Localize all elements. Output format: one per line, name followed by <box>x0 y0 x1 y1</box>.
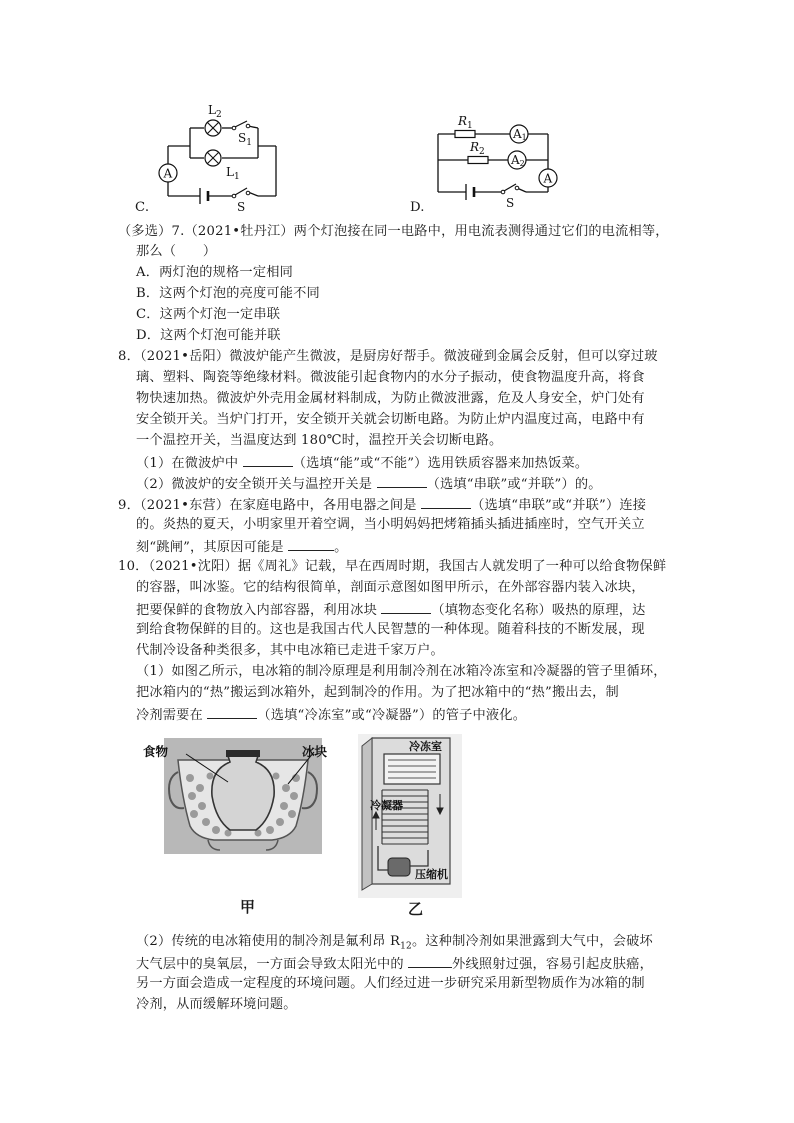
q10-line4: 到给食物保鲜的目的。这也是我国古代人民智慧的一种体现。随着科技的不断发展，现 <box>136 622 645 637</box>
q9-line1 <box>118 494 646 516</box>
q8-line5: 一个温控开关，当温度达到 180℃时，温控开关会切断电路。 <box>136 433 503 448</box>
q10-sub2-line4: 冷剂，从而缓解环境问题。 <box>136 997 297 1012</box>
lamp-l1-icon <box>205 150 221 166</box>
q8-sub2 <box>136 473 602 495</box>
q10-sub2-line1-prefix: （2）传统的电冰箱使用的制冷剂是氟利昂 R <box>136 934 401 949</box>
answer-blank[interactable] <box>377 473 427 488</box>
option-c-label: C. <box>135 200 150 215</box>
label-food: 食物 <box>143 744 169 759</box>
q10-sub1-line3-suffix: （选填“冷冻室”或“冷凝器”）的管子中液化。 <box>257 708 527 723</box>
battery-icon <box>466 184 474 200</box>
label-a: A <box>543 171 553 186</box>
q7-option-b: B．这两个灯泡的亮度可能不同 <box>136 286 320 301</box>
q7-option-c: C．这两个灯泡一定串联 <box>136 307 281 322</box>
q7-stem-line1: （多选）7.（2021•牡丹江）两个灯泡接在同一电路中，用电流表测得通过它们的电流相等， <box>118 224 669 239</box>
q10-sub1-line3-prefix: 冷剂需要在 <box>136 708 208 723</box>
battery-icon <box>200 188 208 204</box>
q7-option-d: D．这两个灯泡可能并联 <box>136 328 281 343</box>
q10-line2: 的容器，叫冰鉴。它的结构很简单，剖面示意图如图甲所示，在外部容器内装入冰块， <box>136 580 645 595</box>
q9-line1-suffix: （选填“串联”或“并联”）连接 <box>471 498 647 513</box>
q8-line2: 璃、塑料、陶瓷等绝缘材料。微波能引起食物内的水分子振动，使食物温度升高，将食 <box>136 370 645 385</box>
q9-line2: 的。炎热的夏天，小明家里开着空调，当小明妈妈把烤箱插头插进插座时，空气开关立 <box>136 517 645 532</box>
switch-s1-icon <box>232 121 250 130</box>
label-switch-s: S <box>237 200 246 214</box>
label-condenser: 冷凝器 <box>370 799 403 812</box>
label-compressor: 压缩机 <box>415 868 448 881</box>
q10-sub1-line1: （1）如图乙所示，电冰箱的制冷原理是利用制冷剂在冰箱冷冻室和冷凝器的管子里循环， <box>136 664 667 679</box>
q8-sub1-suffix: （选填“能”或“不能”）选用铁质容器来加热饭菜。 <box>292 456 589 471</box>
label-l1: $L_1$ <box>226 165 240 182</box>
q8-sub2-prefix: （2）微波炉的安全锁开关与温控开关是 <box>136 477 377 492</box>
lamp-l2-icon <box>205 120 221 136</box>
option-d-label: D. <box>410 200 425 215</box>
q10-sub2-line2 <box>136 953 653 975</box>
q10-line3-suffix: （填物态变化名称）吸热的原理，达 <box>431 603 646 618</box>
answer-blank[interactable] <box>421 494 471 509</box>
answer-blank[interactable] <box>243 452 293 467</box>
q9-line1-prefix: 9．（2021•东营）在家庭电路中，各用电器之间是 <box>118 498 422 513</box>
label-r1: $R_1$ <box>458 114 473 131</box>
q9-line3 <box>136 536 348 558</box>
q10-sub1-line2: 把冰箱内的“热”搬运到冰箱外，起到制冷的作用。为了把冰箱中的“热”搬出去，制 <box>136 685 619 700</box>
label-ice: 冰块 <box>302 744 328 759</box>
caption-jia: 甲 <box>240 898 256 916</box>
label-r2: $R_2$ <box>470 140 485 157</box>
label-switch-s: S <box>506 196 515 210</box>
label-a2: A2 <box>511 153 525 168</box>
circuit-diagram-d <box>420 112 570 212</box>
q9-line3-suffix: 。 <box>334 540 348 555</box>
answer-blank[interactable] <box>207 704 257 719</box>
label-a1: A1 <box>513 127 527 142</box>
q10-line3-prefix: 把要保鲜的食物放入内部容器，利用冰块 <box>136 603 382 618</box>
label-s1: $S_1$ <box>238 131 252 148</box>
q7-stem-line2: 那么（ ） <box>136 244 217 259</box>
label-ammeter: A <box>163 166 173 181</box>
resistor-r1-icon <box>455 131 475 138</box>
figure-jia-ice-container <box>164 738 322 854</box>
q7-option-a: A．两灯泡的规格一定相同 <box>136 265 293 280</box>
q10-line1: 10．（2021•沈阳）据《周礼》记载，早在西周时期，我国古人就发明了一种可以给食物保鲜 <box>118 559 667 574</box>
q8-line1: 8．（2021•岳阳）微波炉能产生微波，是厨房好帮手。微波碰到金属会反射，但可以穿过玻 <box>118 349 658 364</box>
q8-sub1 <box>136 452 588 474</box>
q10-line5: 代制冷设备种类很多，其中电冰箱已走进千家万户。 <box>136 643 444 658</box>
q10-sub2-line2-prefix: 大气层中的臭氧层，一方面会导致太阳光中的 <box>136 957 409 972</box>
q8-line4: 安全锁开关。当炉门打开，安全锁开关就会切断电路。为防止炉内温度过高，电路中有 <box>136 412 645 427</box>
q8-line3: 物快速加热。微波炉外壳用金属材料制成，为防止微波泄露，危及人身安全，炉门处有 <box>136 391 645 406</box>
resistor-r2-icon <box>468 157 488 164</box>
switch-s-icon <box>232 188 250 198</box>
q8-sub1-prefix: （1）在微波炉中 <box>136 456 243 471</box>
answer-blank[interactable] <box>408 953 452 968</box>
caption-yi: 乙 <box>408 900 424 918</box>
q10-sub2-line2-suffix: 外线照射过强，容易引起皮肤癌， <box>452 957 653 972</box>
switch-s-icon <box>501 184 519 194</box>
q10-sub2-line1-subscript: 12 <box>400 941 412 952</box>
label-l2: $L_2$ <box>208 103 222 120</box>
circuit-diagram-c <box>130 100 300 215</box>
label-freezer: 冷冻室 <box>409 740 442 753</box>
q10-sub1-line3 <box>136 704 526 726</box>
answer-blank[interactable] <box>288 536 334 551</box>
q10-sub2-line3: 另一方面会造成一定程度的环境问题。人们经过进一步研究采用新型物质作为冰箱的制 <box>136 976 645 991</box>
q10-sub2-line1-suffix: 。这种制冷剂如果泄露到大气中，会破坏 <box>411 934 653 949</box>
q8-sub2-suffix: （选填“串联”或“并联”）的。 <box>426 477 602 492</box>
q10-line3 <box>136 599 646 621</box>
answer-blank[interactable] <box>381 599 431 614</box>
q9-line3-prefix: 刻“跳闸”，其原因可能是 <box>136 540 289 555</box>
